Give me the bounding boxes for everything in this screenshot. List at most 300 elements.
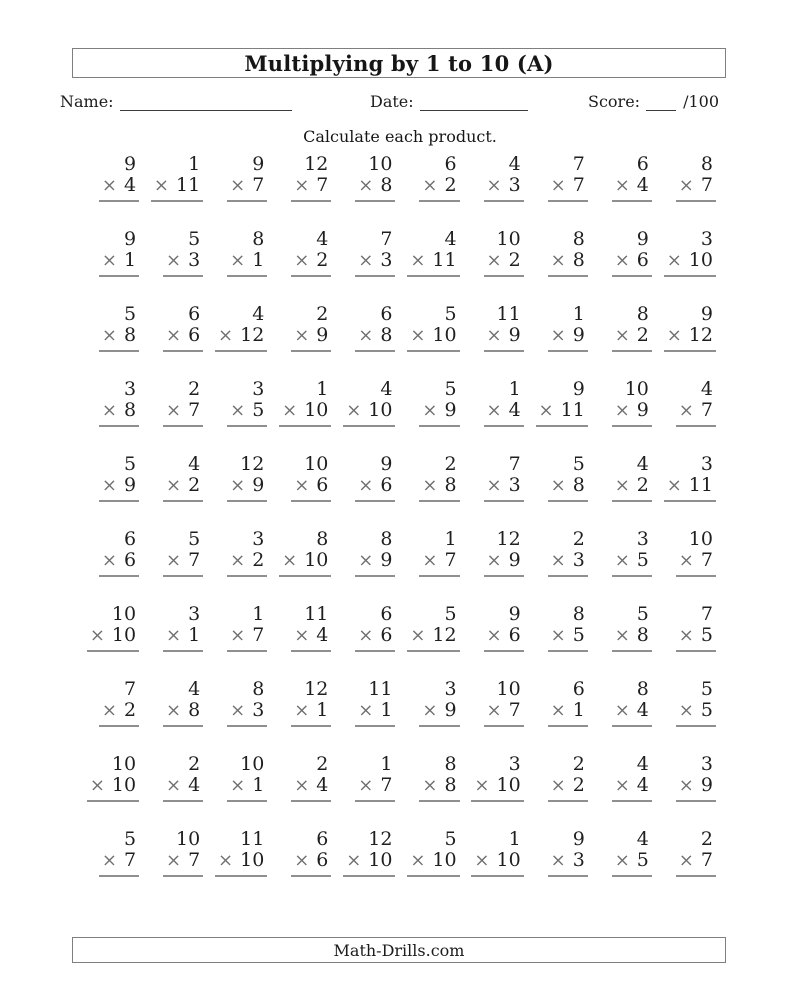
bottom-row-with-answer-line [548,700,588,726]
bottom-row-with-answer-line [215,850,267,876]
top-operand: 3 [508,753,521,775]
multiplication-problem [676,154,716,202]
multiplication-problem [163,454,203,502]
bottom-row-with-answer-line [664,250,716,276]
top-operand: 4 [252,303,265,325]
multiplication-problem [612,304,652,352]
footer-text: Math-Drills.com [333,940,465,960]
top-operand: 8 [380,528,393,550]
problem-cell [75,225,139,300]
bottom-row-with-answer-line [279,400,331,426]
problem-cell [395,300,459,375]
top-operand: 7 [572,153,585,175]
bottom-operand: 7 [380,774,393,797]
problem-cell [331,600,395,675]
bottom-row-with-answer-line [355,175,395,201]
top-operand: 1 [572,303,585,325]
problem-cell [267,825,331,900]
multiply-icon: × [166,775,182,797]
bottom-operand: 2 [316,249,329,272]
multiplication-problem [227,454,267,502]
problem-cell [395,675,459,750]
multiply-icon: × [89,625,105,647]
bottom-operand: 8 [188,699,201,722]
bottom-operand: 11 [176,174,201,197]
footer-box [72,937,726,963]
multiply-icon: × [166,850,182,872]
top-operand: 9 [252,153,265,175]
bottom-row-with-answer-line [163,625,203,651]
multiply-icon: × [550,175,566,197]
top-operand: 9 [124,228,137,250]
problem-cell [267,600,331,675]
bottom-row-with-answer-line [484,625,524,651]
multiplication-problem [612,454,652,502]
bottom-operand: 8 [380,174,393,197]
bottom-row-with-answer-line [612,850,652,876]
bottom-operand: 7 [700,174,713,197]
bottom-operand: 11 [432,249,457,272]
bottom-row-with-answer-line [355,325,395,351]
multiply-icon: × [358,775,374,797]
multiply-icon: × [550,325,566,347]
bottom-row-with-answer-line [471,850,523,876]
multiplication-problem [163,379,203,427]
bottom-row-with-answer-line [612,250,652,276]
problem-cell [139,525,203,600]
top-operand: 10 [688,528,713,550]
bottom-operand: 7 [572,174,585,197]
bottom-row-with-answer-line [291,250,331,276]
bottom-row-with-answer-line [484,250,524,276]
bottom-row-with-answer-line [612,625,652,651]
name-blank-line [120,92,292,111]
problem-cell [524,375,588,450]
multiply-icon: × [166,475,182,497]
problem-cell [588,300,652,375]
bottom-row-with-answer-line [163,550,203,576]
problem-cell [75,825,139,900]
top-operand: 3 [252,528,265,550]
multiply-icon: × [230,400,246,422]
problem-cell [395,525,459,600]
bottom-row-with-answer-line [612,775,652,801]
problem-cell [267,750,331,825]
multiply-icon: × [358,325,374,347]
bottom-operand: 10 [496,849,521,872]
multiply-icon: × [614,775,630,797]
bottom-row-with-answer-line [343,400,395,426]
top-operand: 10 [111,603,137,625]
score-denominator: /100 [683,92,719,111]
top-operand: 11 [496,303,521,325]
bottom-row-with-answer-line [548,850,588,876]
top-operand: 4 [188,453,201,475]
bottom-row-with-answer-line [227,550,267,576]
top-operand: 5 [636,603,649,625]
multiply-icon: × [166,325,182,347]
multiplication-problem [343,379,395,427]
multiply-icon: × [101,700,117,722]
top-operand: 3 [700,753,713,775]
page-title: Multiplying by 1 to 10 (A) [244,50,554,76]
multiply-icon: × [422,550,438,572]
top-operand: 2 [444,453,457,475]
multiplication-problem [548,754,588,802]
bottom-row-with-answer-line [676,700,716,726]
problem-cell [395,825,459,900]
multiply-icon: × [666,475,682,497]
date-label: Date: [370,92,414,111]
multiply-icon: × [614,550,630,572]
problem-cell [460,675,524,750]
bottom-row-with-answer-line [484,400,524,426]
bottom-row-with-answer-line [676,850,716,876]
bottom-row-with-answer-line [163,700,203,726]
multiplication-problem [612,529,652,577]
bottom-operand: 8 [444,474,457,497]
bottom-operand: 6 [636,249,649,272]
multiplication-problem [612,604,652,652]
multiplication-problem [227,529,267,577]
bottom-row-with-answer-line [355,550,395,576]
bottom-operand: 10 [496,774,521,797]
problem-cell [460,525,524,600]
multiplication-problem [343,829,395,877]
bottom-row-with-answer-line [291,625,331,651]
multiply-icon: × [422,475,438,497]
bottom-operand: 7 [700,399,713,422]
bottom-operand: 10 [368,399,393,422]
top-operand: 8 [252,678,265,700]
problem-cell [267,675,331,750]
multiply-icon: × [101,325,117,347]
problems-grid [75,150,716,900]
bottom-operand: 12 [432,624,457,647]
problem-cell [331,750,395,825]
bottom-operand: 3 [508,174,521,197]
problem-cell [460,300,524,375]
multiplication-problem [419,454,459,502]
multiply-icon: × [294,175,310,197]
bottom-row-with-answer-line [484,325,524,351]
bottom-row-with-answer-line [612,175,652,201]
top-operand: 10 [304,453,329,475]
problem-cell [460,150,524,225]
bottom-operand: 5 [572,624,585,647]
multiply-icon: × [486,400,502,422]
top-operand: 8 [636,303,649,325]
bottom-row-with-answer-line [676,625,716,651]
problem-cell [139,600,203,675]
bottom-operand: 2 [444,174,457,197]
multiply-icon: × [486,250,502,272]
multiply-icon: × [101,250,117,272]
top-operand: 9 [124,153,137,175]
multiply-icon: × [358,175,374,197]
problem-cell [203,375,267,450]
bottom-operand: 12 [688,324,713,347]
top-operand: 8 [572,228,585,250]
top-operand: 2 [316,303,329,325]
bottom-row-with-answer-line [163,475,203,501]
bottom-row-with-answer-line [484,700,524,726]
bottom-operand: 5 [700,699,713,722]
bottom-operand: 8 [636,624,649,647]
bottom-row-with-answer-line [279,550,331,576]
bottom-row-with-answer-line [99,550,139,576]
top-operand: 2 [700,828,713,850]
top-operand: 1 [508,378,521,400]
top-operand: 6 [380,603,393,625]
top-operand: 1 [188,153,201,175]
multiplication-problem [548,679,588,727]
top-operand: 5 [572,453,585,475]
top-operand: 7 [380,228,393,250]
multiply-icon: × [614,325,630,347]
problem-cell [75,150,139,225]
top-operand: 2 [188,378,201,400]
top-operand: 1 [444,528,457,550]
multiplication-problem [548,604,588,652]
top-operand: 4 [188,678,201,700]
multiplication-problem [163,229,203,277]
multiplication-problem [664,454,716,502]
bottom-row-with-answer-line [99,475,139,501]
bottom-row-with-answer-line [343,850,395,876]
problem-cell [460,375,524,450]
multiplication-problem [291,679,331,727]
multiply-icon: × [486,625,502,647]
bottom-operand: 9 [444,399,457,422]
multiply-icon: × [294,625,310,647]
bottom-row-with-answer-line [419,550,459,576]
problem-cell [75,675,139,750]
bottom-operand: 4 [636,699,649,722]
bottom-row-with-answer-line [163,850,203,876]
bottom-operand: 2 [636,324,649,347]
bottom-operand: 2 [636,474,649,497]
bottom-operand: 2 [572,774,585,797]
bottom-row-with-answer-line [612,400,652,426]
problem-cell [75,375,139,450]
top-operand: 6 [444,153,457,175]
multiply-icon: × [101,850,117,872]
bottom-operand: 7 [188,849,201,872]
top-operand: 8 [636,678,649,700]
multiplication-problem [163,754,203,802]
multiply-icon: × [666,325,682,347]
top-operand: 7 [700,603,713,625]
bottom-operand: 5 [636,549,649,572]
multiply-icon: × [358,700,374,722]
date-field [370,92,528,111]
bottom-row-with-answer-line [227,625,267,651]
bottom-row-with-answer-line [291,175,331,201]
bottom-operand: 10 [111,624,137,647]
header-fields [0,92,800,116]
bottom-operand: 8 [124,324,137,347]
problem-cell [524,600,588,675]
multiplication-problem [355,604,395,652]
bottom-operand: 10 [304,399,329,422]
bottom-operand: 11 [688,474,713,497]
multiplication-problem [419,379,459,427]
multiplication-problem [99,454,139,502]
problem-cell [652,525,716,600]
multiply-icon: × [614,475,630,497]
multiply-icon: × [218,325,234,347]
bottom-row-with-answer-line [227,250,267,276]
top-operand: 9 [508,603,521,625]
bottom-row-with-answer-line [676,400,716,426]
problem-cell [331,375,395,450]
top-operand: 9 [636,228,649,250]
multiply-icon: × [166,700,182,722]
bottom-operand: 9 [444,699,457,722]
bottom-row-with-answer-line [471,775,523,801]
multiply-icon: × [614,175,630,197]
problem-cell [588,375,652,450]
bottom-operand: 8 [444,774,457,797]
multiply-icon: × [358,625,374,647]
bottom-row-with-answer-line [99,175,139,201]
bottom-row-with-answer-line [676,175,716,201]
problem-cell [588,225,652,300]
top-operand: 4 [700,378,713,400]
problem-cell [588,150,652,225]
multiply-icon: × [678,775,694,797]
top-operand: 8 [444,753,457,775]
bottom-operand: 1 [252,774,265,797]
bottom-row-with-answer-line [676,550,716,576]
bottom-operand: 9 [508,324,521,347]
bottom-row-with-answer-line [419,775,459,801]
multiplication-problem [612,754,652,802]
bottom-row-with-answer-line [548,625,588,651]
multiply-icon: × [614,850,630,872]
top-operand: 11 [240,828,265,850]
bottom-operand: 2 [252,549,265,572]
multiply-icon: × [678,625,694,647]
top-operand: 4 [636,828,649,850]
bottom-row-with-answer-line [291,325,331,351]
problem-cell [395,225,459,300]
multiplication-problem [163,604,203,652]
top-operand: 5 [188,228,201,250]
multiplication-problem [227,154,267,202]
top-operand: 3 [700,453,713,475]
top-operand: 9 [572,378,585,400]
problem-cell [395,600,459,675]
multiply-icon: × [550,625,566,647]
multiplication-problem [484,379,524,427]
bottom-operand: 3 [572,849,585,872]
problem-cell [588,600,652,675]
bottom-operand: 7 [188,549,201,572]
multiply-icon: × [358,475,374,497]
top-operand: 8 [316,528,329,550]
top-operand: 6 [572,678,585,700]
multiplication-problem [612,379,652,427]
multiply-icon: × [410,850,426,872]
bottom-operand: 5 [636,849,649,872]
multiplication-problem [484,679,524,727]
top-operand: 10 [624,378,649,400]
bottom-row-with-answer-line [407,325,459,351]
multiplication-problem [548,829,588,877]
instruction-text: Calculate each product. [303,127,497,146]
multiply-icon: × [101,550,117,572]
bottom-row-with-answer-line [484,550,524,576]
multiplication-problem [99,679,139,727]
multiplication-problem [612,679,652,727]
multiplication-problem [291,604,331,652]
multiply-icon: × [486,550,502,572]
problem-cell [267,450,331,525]
multiplication-problem [484,454,524,502]
bottom-operand: 1 [572,699,585,722]
bottom-operand: 3 [188,249,201,272]
top-operand: 3 [700,228,713,250]
multiply-icon: × [614,700,630,722]
top-operand: 3 [124,378,137,400]
bottom-row-with-answer-line [163,775,203,801]
bottom-row-with-answer-line [227,775,267,801]
multiplication-problem [676,829,716,877]
bottom-row-with-answer-line [355,700,395,726]
problem-cell [139,375,203,450]
bottom-operand: 4 [124,174,137,197]
bottom-operand: 10 [432,324,457,347]
problem-cell [75,450,139,525]
multiply-icon: × [230,250,246,272]
multiplication-problem [355,529,395,577]
problem-cell [139,300,203,375]
multiplication-problem [163,679,203,727]
multiplication-problem [355,304,395,352]
multiply-icon: × [474,850,490,872]
bottom-operand: 10 [368,849,393,872]
multiplication-problem [291,754,331,802]
bottom-row-with-answer-line [291,850,331,876]
problem-cell [524,525,588,600]
multiplication-problem [99,829,139,877]
multiplication-problem [676,754,716,802]
multiply-icon: × [230,475,246,497]
problem-cell [203,600,267,675]
score-label: Score: [588,92,641,111]
problem-cell [524,225,588,300]
top-operand: 6 [316,828,329,850]
top-operand: 4 [636,453,649,475]
top-operand: 10 [111,753,137,775]
multiplication-problem [419,529,459,577]
bottom-operand: 10 [304,549,329,572]
problem-cell [395,750,459,825]
multiplication-problem [215,829,267,877]
multiply-icon: × [550,775,566,797]
problem-cell [203,525,267,600]
bottom-row-with-answer-line [355,475,395,501]
bottom-operand: 7 [444,549,457,572]
multiply-icon: × [282,400,298,422]
bottom-operand: 4 [636,774,649,797]
top-operand: 4 [380,378,393,400]
problem-cell [331,300,395,375]
top-operand: 5 [700,678,713,700]
multiplication-problem [664,229,716,277]
